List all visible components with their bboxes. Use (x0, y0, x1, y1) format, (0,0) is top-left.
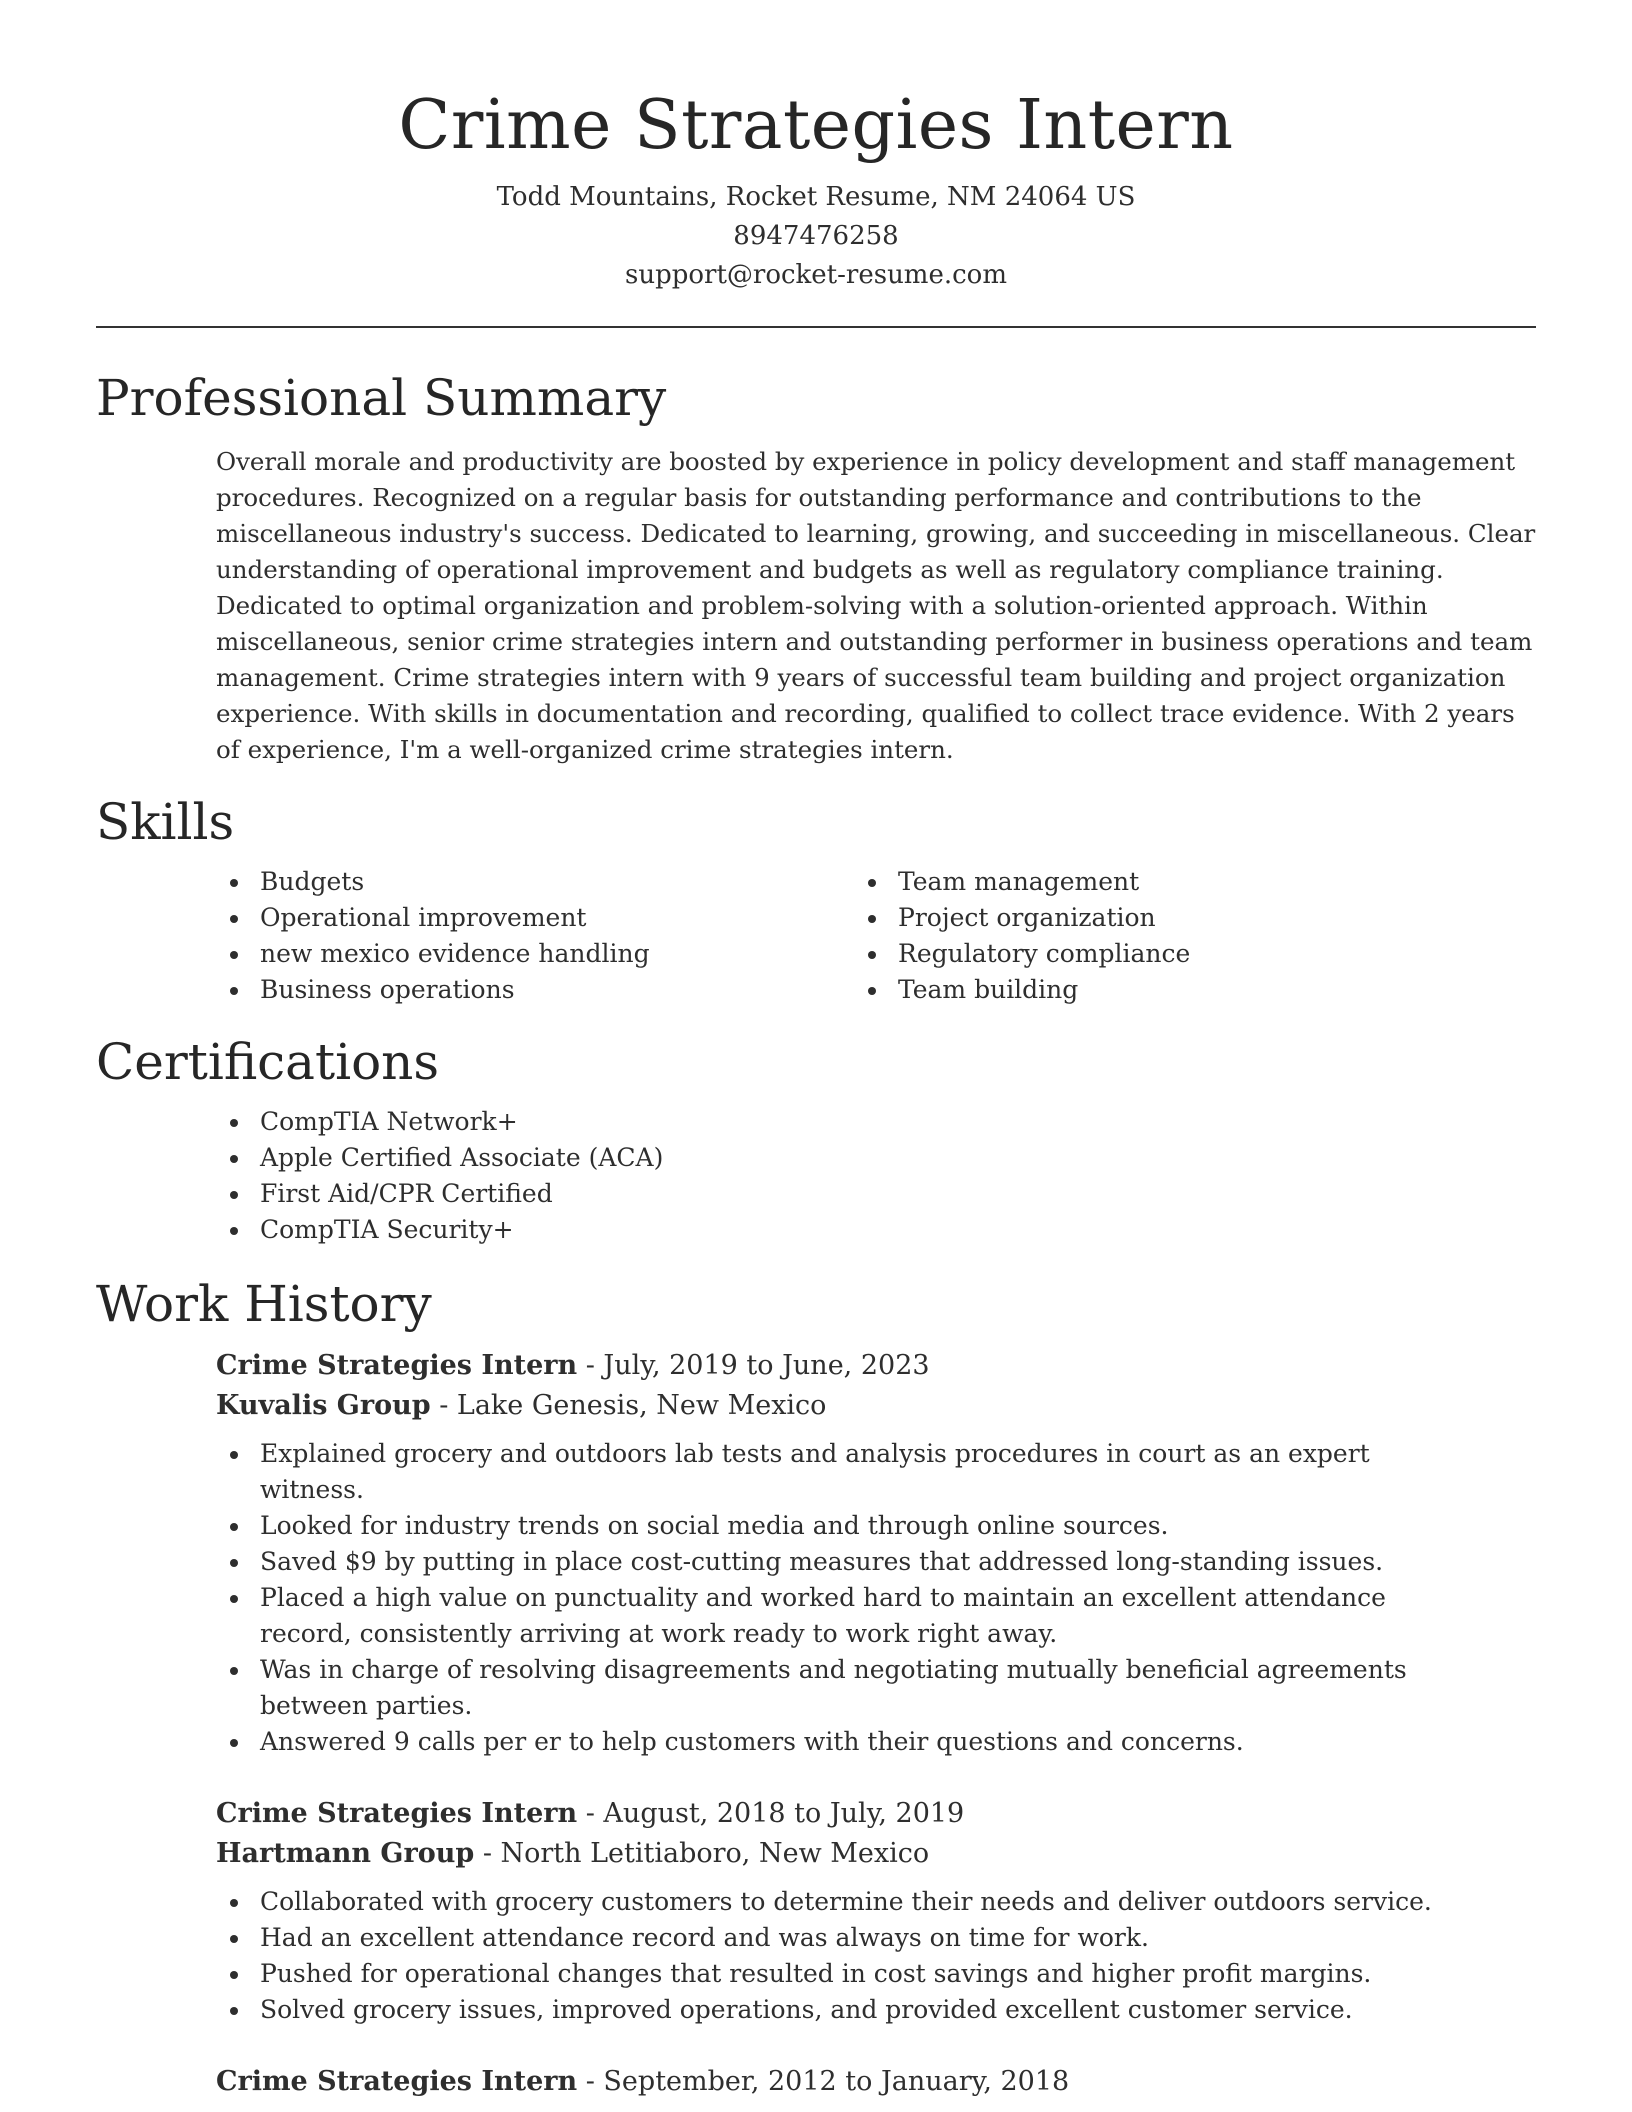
job-entry (216, 1346, 1536, 1760)
certification-item: CompTIA Security+ (260, 1212, 1536, 1248)
job-location: - Lake Genesis, New Mexico (430, 1390, 827, 1421)
skill-item: new mexico evidence handling (260, 936, 898, 972)
job-duty: Answered 9 calls per er to help customers with their questions and concerns. (260, 1724, 1460, 1760)
job-duty: Placed a high value on punctuality and worked hard to maintain an excellent attendance record, consistently arriving at work ready to work right away. (260, 1580, 1460, 1652)
skill-item: Team building (898, 972, 1536, 1008)
job-duty: Explained grocery and outdoors lab tests and analysis procedures in court as an expert witness. (260, 1436, 1460, 1508)
job-company: Hartmann Group (216, 1838, 475, 1869)
job-title: Crime Strategies Intern (216, 1350, 578, 1381)
job-company-line (216, 1386, 1536, 1426)
job-company: Kuvalis Group (216, 1390, 431, 1421)
skill-item: Budgets (260, 864, 898, 900)
job-duties-list (260, 1436, 1536, 1760)
job-dates: - August, 2018 to July, 2019 (577, 1798, 965, 1829)
resume-header (96, 0, 1536, 295)
skills-list-left (260, 864, 898, 1008)
resume-page (96, 0, 1536, 2112)
job-duties-list (260, 1884, 1536, 2028)
job-duty: Collaborated with grocery customers to determine their needs and deliver outdoors service. (260, 1884, 1460, 1920)
skill-item: Regulatory compliance (898, 936, 1536, 972)
contact-address: Todd Mountains, Rocket Resume, NM 24064 US (496, 182, 1136, 212)
skill-item: Team management (898, 864, 1536, 900)
job-title-line (216, 2062, 1536, 2102)
skill-item: Operational improvement (260, 900, 898, 936)
job-duty: Looked for industry trends on social media and through online sources. (260, 1508, 1460, 1544)
job-entry (216, 2062, 1536, 2102)
job-location: - North Letitiaboro, New Mexico (474, 1838, 930, 1869)
certifications-list (260, 1104, 1536, 1248)
job-duty: Pushed for operational changes that resulted in cost savings and higher profit margins. (260, 1956, 1460, 1992)
summary-text: Overall morale and productivity are boosted by experience in policy development and staff management procedures. Recognized on a regular basis for outstanding performance and contributions to the miscellaneous industry's success. Dedicated to learning, growing, and succeeding in miscellaneous. Clear understanding of operational improvement and budgets as well as regulatory compliance training. Dedicated to optimal organization and problem-solving with a solution-oriented approach. Within miscellaneous, senior crime strategies intern and outstanding performer in business operations and team management. Crime strategies intern with 9 years of successful team building and project organization experience. With skills in documentation and recording, qualified to collect trace evidence. With 2 years of experience, I'm a well-organized crime strategies intern. (216, 447, 1536, 764)
certifications-heading: Certifications (96, 1033, 440, 1091)
skill-item: Business operations (260, 972, 898, 1008)
header-divider (96, 326, 1536, 328)
skills-grid (96, 864, 1536, 1008)
job-title: Crime Strategies Intern (216, 1798, 578, 1829)
contact-phone: 8947476258 (733, 221, 899, 251)
job-duty: Solved grocery issues, improved operations, and provided excellent customer service. (260, 1992, 1460, 2028)
contact-email: support@rocket-resume.com (624, 260, 1007, 290)
skill-item: Project organization (898, 900, 1536, 936)
page-title: Crime Strategies Intern (398, 86, 1234, 165)
skills-heading: Skills (96, 793, 235, 851)
job-company-line (216, 1834, 1536, 1874)
certification-item: First Aid/CPR Certified (260, 1176, 1536, 1212)
skills-list-right (898, 864, 1536, 1008)
job-duty: Saved $9 by putting in place cost-cutting measures that addressed long-standing issues. (260, 1544, 1460, 1580)
job-title-line (216, 1794, 1536, 1834)
job-entry (216, 1794, 1536, 2028)
job-dates: - September, 2012 to January, 2018 (577, 2066, 1070, 2097)
job-duty: Was in charge of resolving disagreements and negotiating mutually beneficial agreements between parties. (260, 1652, 1460, 1724)
summary-heading: Professional Summary (96, 369, 667, 427)
job-duty: Had an excellent attendance record and was always on time for work. (260, 1920, 1460, 1956)
certification-item: CompTIA Network+ (260, 1104, 1536, 1140)
job-dates: - July, 2019 to June, 2023 (577, 1350, 930, 1381)
work-history-heading: Work History (96, 1275, 432, 1333)
certification-item: Apple Certified Associate (ACA) (260, 1140, 1536, 1176)
job-title: Crime Strategies Intern (216, 2066, 578, 2097)
job-title-line (216, 1346, 1536, 1386)
